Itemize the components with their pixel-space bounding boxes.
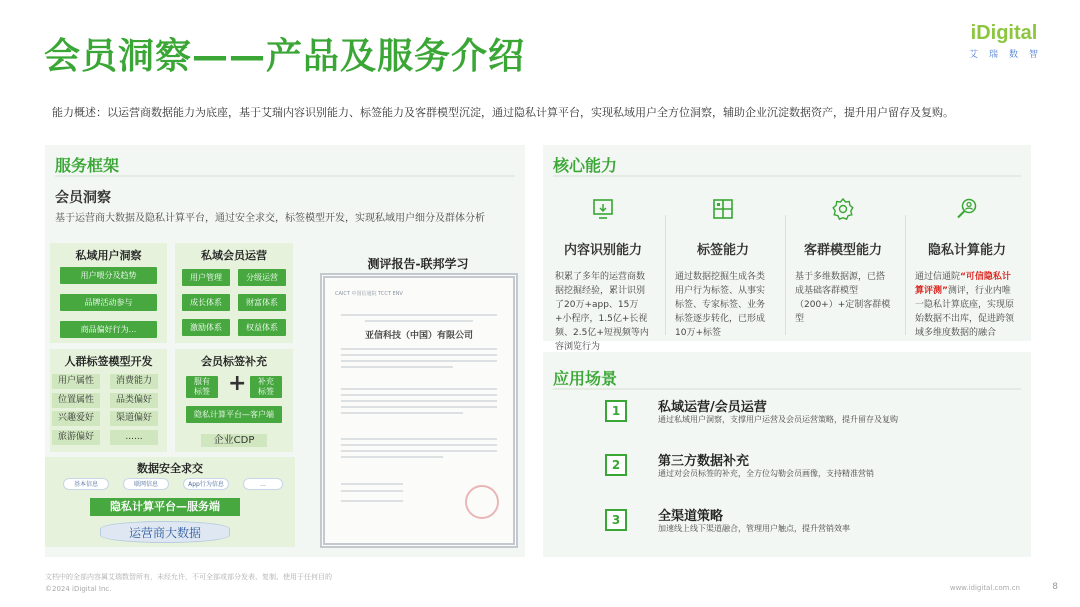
capability-desc: 基于多维数据源，已搭成基础客群模型（200+）+定制客群模型 — [795, 272, 891, 324]
info-pill: ... — [243, 478, 283, 490]
page-number: 8 — [1052, 582, 1058, 592]
framework-description: 基于运营商大数据及隐私计算平台，通过安全求交，标签模型开发，实现私域用户细分及群体分析 — [55, 213, 485, 224]
tag-item: 渠道偏好 — [110, 411, 158, 426]
plus-icon: + — [228, 371, 247, 396]
divider — [553, 175, 1021, 177]
enterprise-cdp: 企业CDP — [201, 434, 267, 447]
scenario-title: 私域运营/会员运营 — [658, 400, 767, 415]
insight-item: 用户喂分及趋势 — [60, 267, 157, 284]
tag-item: ...... — [110, 430, 158, 445]
box-title: 会员标签补充 — [201, 355, 267, 368]
monitor-icon — [591, 197, 615, 221]
box-title: 私域用户洞察 — [75, 249, 142, 262]
client-platform: 隐私计算平台—客户端 — [186, 406, 282, 423]
cert-text-line — [341, 438, 497, 440]
logo-subtitle: 艾瑞数智 — [968, 50, 1049, 60]
section-title: 服务框架 — [55, 156, 120, 175]
cert-text-line — [341, 444, 497, 446]
tag-item: 用户属性 — [52, 374, 100, 389]
privacy-user-icon — [955, 197, 979, 221]
idigital-logo — [958, 22, 1050, 60]
tag-item: 消费能力 — [110, 374, 158, 389]
cert-text-line — [341, 360, 497, 362]
capability-desc: 通过信通院“可信隐私计算评测”测评，行业内唯一隐私计算底座，实现原始数据不出库，促进跨领域多维度数据的融合 — [915, 272, 1015, 338]
member-ops-box — [175, 243, 293, 343]
cert-text-line — [341, 500, 403, 502]
capability-title: 客群模型能力 — [803, 243, 882, 258]
cert-text-line — [341, 483, 403, 485]
page-title: 会员洞察——产品及服务介绍 — [44, 36, 526, 77]
cert-text-line — [341, 456, 443, 458]
certificate-company: 亚信科技（中国）有限公司 — [364, 331, 473, 341]
ops-item: 财富体系 — [238, 294, 286, 311]
section-title: 核心能力 — [553, 156, 618, 175]
scenario-number: 3 — [605, 509, 627, 531]
private-insight-box — [50, 243, 167, 343]
supplement-tags: 补充 标签 — [250, 376, 282, 398]
capability-content — [545, 197, 661, 354]
highlight-text: “可信隐私计算评测” — [915, 272, 1011, 296]
cert-text-line — [341, 348, 497, 350]
framework-subtitle: 会员洞察 — [55, 190, 111, 206]
ops-item: 激励体系 — [182, 319, 230, 336]
capability-title: 标签能力 — [696, 243, 749, 258]
footer-line: ©2024 iDigital Inc. — [45, 585, 112, 593]
footer-copyright — [45, 571, 332, 595]
box-title: 人群标签模型开发 — [64, 355, 153, 368]
certificate-logos: CAICT 中国信通院 TCCT ENV — [335, 291, 403, 297]
tag-item: 旅游偏好 — [52, 430, 100, 445]
capability-desc: 通过数据挖掘生成各类用户行为标签、从事实标签、专家标签、业务标签逐步转化，已形成10万+标签 — [675, 272, 766, 338]
core-capabilities-panel — [543, 145, 1031, 352]
logo-text: iDigital — [970, 22, 1038, 44]
capability-desc: 积累了多年的运营商数据挖掘经验，累计识别了20万+app、15万+小程序，1.5亿+长视频、2.5亿+短视频等内容浏览行为 — [555, 272, 649, 352]
insight-item: 商品偏好行为... — [60, 321, 157, 338]
scenario-title: 第三方数据补充 — [658, 454, 750, 469]
tag-item: 兴趣爱好 — [52, 411, 100, 426]
server-platform: 隐私计算平台—服务端 — [90, 498, 240, 516]
cert-text-line — [341, 388, 497, 390]
box-title: 数据安全求交 — [137, 462, 203, 475]
operator-bigdata: 运营商大数据 — [100, 521, 230, 543]
footer-url: www.idigital.com.cn — [949, 584, 1020, 592]
tag-item: 品类偏好 — [110, 393, 158, 408]
tag-model-box — [50, 349, 167, 452]
ops-item: 权益体系 — [238, 319, 286, 336]
scenario-title: 全渠道策略 — [658, 509, 724, 524]
tag-item: 位置属性 — [52, 393, 100, 408]
cert-text-line — [341, 400, 497, 402]
capability-title: 内容识别能力 — [563, 243, 642, 258]
insight-item: 品牌活动参与 — [60, 294, 157, 311]
owned-tags: 服有 标签 — [186, 376, 218, 398]
cert-text-line — [341, 394, 497, 396]
ops-item: 用户管理 — [182, 269, 230, 286]
capability-model — [785, 197, 901, 326]
info-pill: App行为信息 — [183, 478, 229, 490]
grid-icon — [711, 197, 735, 221]
scenario-desc: 通过私域用户洞察，支撑用户运营及会员运营策略，提升留存及复购 — [658, 415, 898, 424]
capability-privacy — [905, 197, 1029, 340]
ops-item: 成长体系 — [182, 294, 230, 311]
ops-item: 分级运营 — [238, 269, 286, 286]
info-pill: 联网信息 — [123, 478, 169, 490]
capability-title: 隐私计算能力 — [927, 243, 1006, 258]
cert-text-line — [341, 490, 403, 492]
application-scenarios-panel — [543, 352, 1031, 557]
scenario-number: 2 — [605, 454, 627, 476]
cert-text-line — [341, 314, 497, 316]
tag-supplement-box — [175, 349, 293, 452]
scenario-number: 1 — [605, 400, 627, 422]
cert-text-line — [341, 406, 497, 408]
scenario-desc: 通过对会员标签的补充，全方位勾勒会员画像，支持精准营销 — [658, 469, 874, 478]
footer-line: 文档中的全部内容属艾瑞数智所有，未经允许，不可全部或部分发表、复制、使用于任何目的 — [45, 573, 332, 581]
cert-text-line — [341, 354, 497, 356]
cert-text-line — [341, 366, 453, 368]
capability-tags — [665, 197, 781, 340]
certificate-seal — [465, 485, 499, 519]
section-title: 应用场景 — [553, 369, 618, 388]
certificate-image — [320, 273, 518, 548]
capability-summary: 能力概述：以运营商数据能力为底座，基于艾瑞内容识别能力、标签能力及客群模型沉淀，通过隐私计算平台，实现私域用户全方位洞察，辅助企业沉淀数据资产，提升用户留存及复购。 — [52, 106, 954, 119]
cert-text-line — [365, 320, 473, 322]
box-title: 私域会员运营 — [201, 249, 267, 262]
data-security-box — [45, 457, 295, 547]
gear-icon — [831, 197, 855, 221]
divider — [553, 388, 1021, 390]
scenario-desc: 加速线上线下渠道融合，管理用户触点，提升营销效率 — [658, 524, 850, 533]
cert-text-line — [341, 450, 497, 452]
info-pill: 基本信息 — [63, 478, 109, 490]
certificate-title: 测评报告-联邦学习 — [367, 257, 469, 271]
cert-text-line — [341, 412, 463, 414]
divider — [55, 175, 515, 177]
